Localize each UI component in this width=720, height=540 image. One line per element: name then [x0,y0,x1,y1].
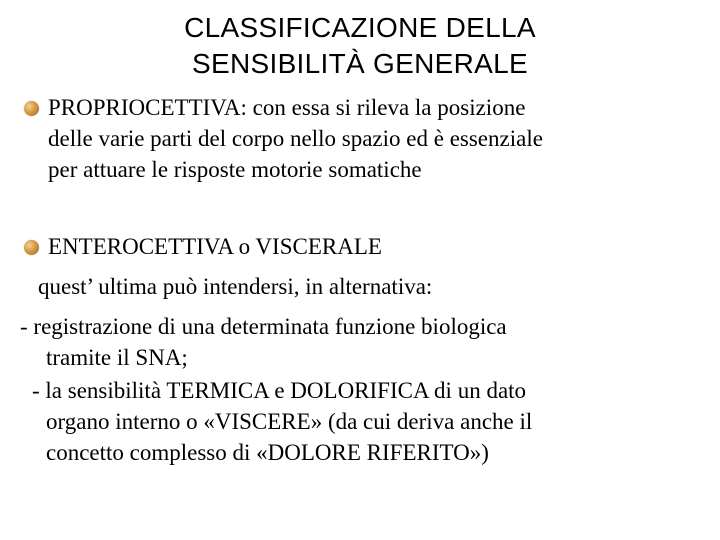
bullet-2-item-1-line-2: tramite il SNA; [46,345,188,370]
bullet-2-item-1-line-1: - registrazione di una determinata funzione biologica [20,314,507,339]
bullet-2-item-2-line-1: - la sensibilità TERMICA e DOLORIFICA di un dato [32,378,527,403]
bullet-2-item-2-line-2: organo interno o «VISCERE» (da cui deriva anche il [46,409,533,434]
title-line-1: CLASSIFICAZIONE DELLA [184,12,536,43]
bullet-1-line-1: PROPRIOCETTIVA: con essa si rileva la posizione [48,95,526,120]
bullet-enteroceptive-heading [48,231,382,262]
bullet-2-intro-block [38,271,432,302]
bullet-2-heading: ENTEROCETTIVA o VISCERALE [48,234,382,259]
bullet-2-item-2-line-3: concetto complesso di «DOLORE RIFERITO») [46,440,489,465]
bullet-2-item-2 [32,375,532,468]
bullet-2-intro: quest’ ultima può intendersi, in alternativa: [38,274,433,299]
bullet-proprioceptive [48,92,543,185]
bullet-1-line-3: per attuare le risposte motorie somatiche [48,157,422,182]
round-bullet-icon [24,101,39,116]
round-bullet-icon [24,240,39,255]
bullet-2-item-1 [20,311,507,373]
title-line-2: SENSIBILITÀ GENERALE [192,48,528,79]
bullet-1-line-2: delle varie parti del corpo nello spazio ed è essenziale [48,126,543,151]
